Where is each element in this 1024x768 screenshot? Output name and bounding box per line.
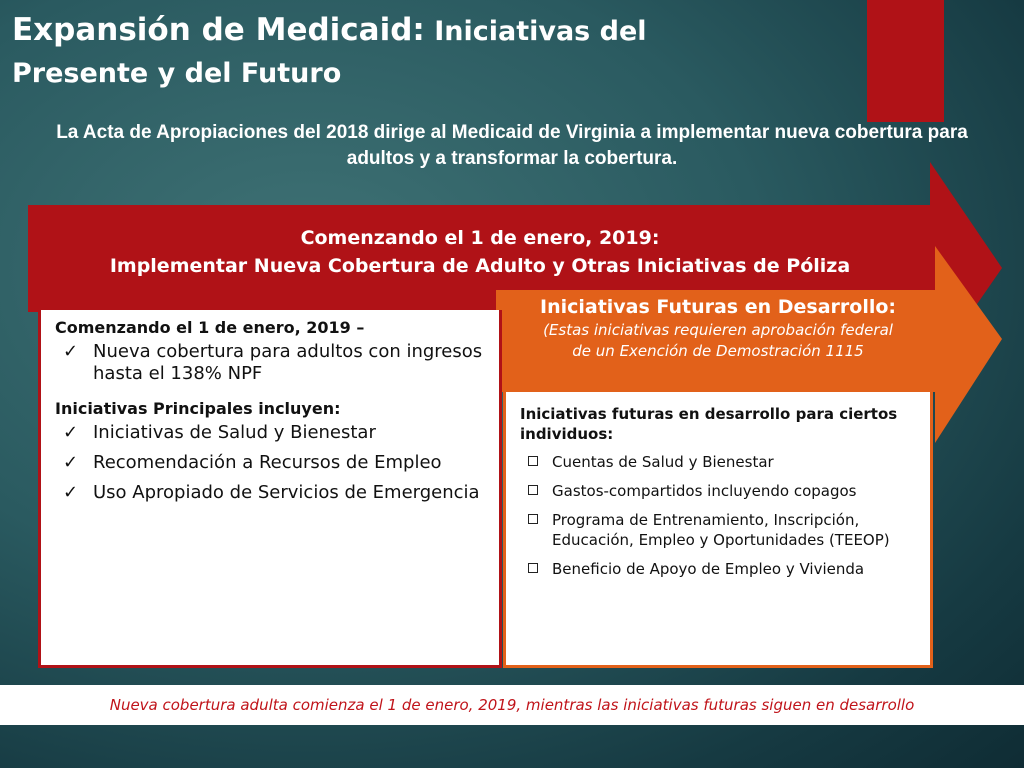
checkbox-icon: [528, 456, 538, 466]
list-item: ✓ Recomendación a Recursos de Empleo: [63, 452, 442, 473]
orange-arrow-heading: Iniciativas Futuras en Desarrollo:: [540, 296, 896, 318]
red-arrow-text: [30, 224, 930, 280]
list-item: Cuentas de Salud y Bienestar: [520, 452, 922, 472]
list-item: Programa de Entrenamiento, Inscripción, Educación, Empleo y Oportunidades (TEEOP): [520, 510, 922, 550]
right-panel-list: [520, 452, 922, 579]
checkbox-icon: [528, 563, 538, 573]
checkmark-icon: ✓: [63, 452, 79, 473]
red-arrow-line1: Comenzando el 1 de enero, 2019:: [300, 227, 660, 249]
list-item: ✓ Uso Apropiado de Servicios de Emergencia: [63, 482, 480, 503]
orange-arrow-text: [498, 294, 938, 362]
footer-banner: [0, 685, 1024, 725]
checkbox-icon: [528, 514, 538, 524]
title-line2: Presente y del Futuro: [12, 58, 342, 89]
left-panel-heading2: Iniciativas Principales incluyen:: [55, 399, 341, 418]
checkmark-icon: ✓: [63, 422, 79, 443]
red-arrow-line2: Implementar Nueva Cobertura de Adulto y Otras Iniciativas de Póliza: [109, 255, 851, 277]
left-panel-list1: [55, 341, 491, 385]
orange-arrow-note-line1: (Estas iniciativas requieren aprobación federal: [543, 321, 893, 339]
left-panel-heading1: Comenzando el 1 de enero, 2019 –: [55, 318, 365, 337]
current-initiatives-panel: [38, 310, 502, 668]
future-initiatives-panel: [503, 392, 933, 668]
footer-text: Nueva cobertura adulta comienza el 1 de enero, 2019, mientras las iniciativas futuras siguen en desarrollo: [109, 696, 915, 714]
title-part1: Expansión de Medicaid:: [12, 12, 425, 48]
checkbox-icon: [528, 485, 538, 495]
checkmark-icon: ✓: [63, 482, 79, 503]
orange-arrow-note-line2: de un Exención de Demostración 1115: [572, 342, 864, 360]
left-panel-list2: [55, 422, 491, 504]
checkmark-icon: ✓: [63, 341, 79, 362]
list-item: Beneficio de Apoyo de Empleo y Vivienda: [520, 559, 922, 579]
right-panel-heading: Iniciativas futuras en desarrollo para ciertos individuos:: [520, 405, 898, 443]
list-item: ✓ Iniciativas de Salud y Bienestar: [63, 422, 376, 443]
title-part2: Iniciativas del: [424, 16, 647, 47]
list-item: ✓ Nueva cobertura para adultos con ingresos hasta el 138% NPF: [63, 341, 483, 384]
list-item: Gastos-compartidos incluyendo copagos: [520, 481, 922, 501]
intro-text: La Acta de Apropiaciones del 2018 dirige al Medicaid de Virginia a implementar nueva cobertura para adultos y a transformar la cobertura.: [56, 122, 968, 169]
